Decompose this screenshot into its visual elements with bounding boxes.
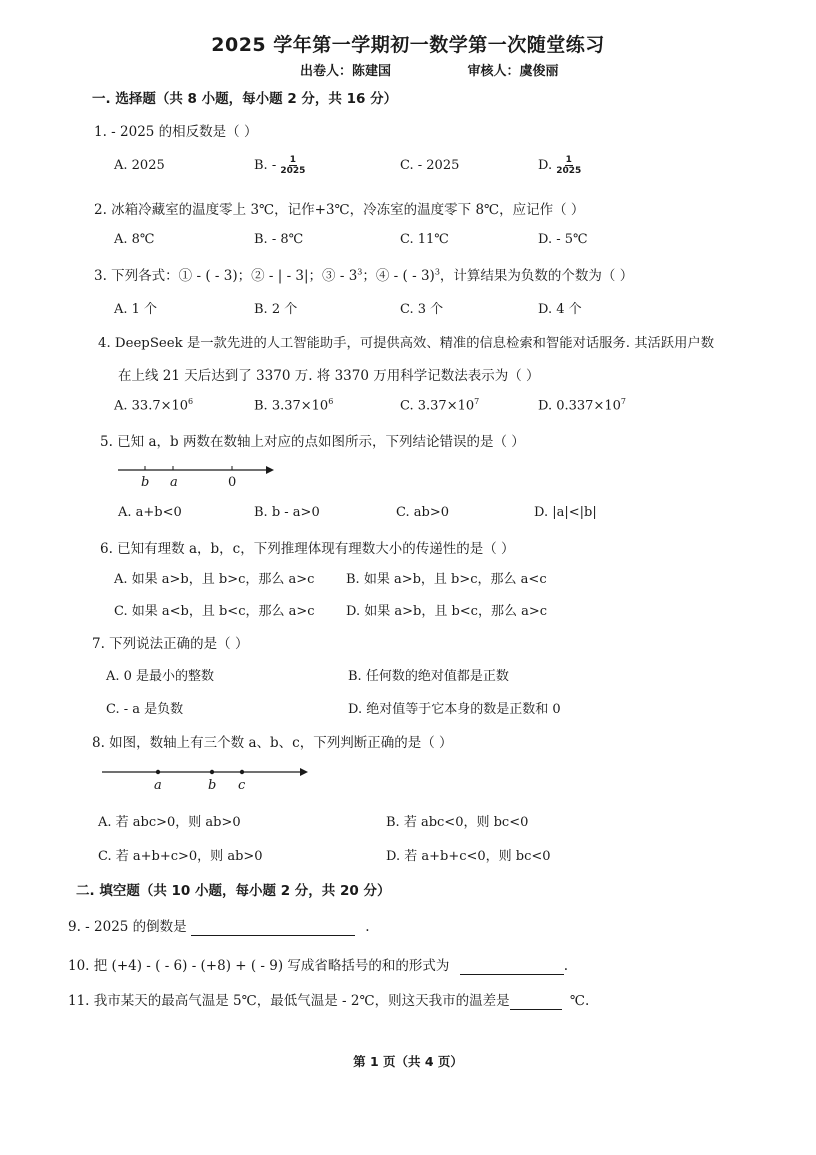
fraction-denominator: 2025 — [556, 166, 582, 176]
question-8-option-a: A. 若 abc>0，则 ab>0 — [98, 815, 241, 830]
exponent: 3 — [357, 267, 363, 277]
question-9-period: . — [365, 919, 370, 935]
answer-blank[interactable] — [191, 919, 355, 936]
question-5-option-c: C. ab>0 — [396, 505, 449, 520]
question-7-stem: 7. 下列说法正确的是（ ） — [92, 636, 249, 652]
option-text: C. 3.37×10 — [400, 398, 475, 414]
question-3-stem-part: 3. 下列各式：① - ( - 3)；② - | - 3|；③ - 3 — [94, 268, 358, 284]
question-9 — [68, 915, 370, 936]
question-7-option-c: C. - a 是负数 — [106, 702, 184, 717]
question-10-period: . — [563, 958, 569, 974]
question-11-unit: ℃. — [569, 993, 590, 1009]
question-4-option-c — [400, 397, 479, 413]
question-4-option-b — [254, 397, 333, 413]
page-number: 第 1 页（共 4 页） — [353, 1054, 463, 1069]
question-1-option-a: A. 2025 — [114, 158, 165, 173]
point-c — [240, 770, 244, 774]
question-6-option-b: B. 如果 a>b，且 b>c，那么 a<c — [346, 572, 547, 587]
exponent: 3 — [434, 267, 440, 277]
question-9-text: 9. - 2025 的倒数是 — [68, 919, 187, 935]
question-5-option-b: B. b - a>0 — [254, 505, 320, 520]
question-3-stem-part: ；④ - ( - 3) — [362, 268, 435, 284]
point-label-a: a — [170, 475, 178, 490]
question-8-option-d: D. 若 a+b+c<0，则 bc<0 — [386, 849, 551, 864]
exponent: 6 — [328, 397, 334, 406]
question-5-option-a: A. a+b<0 — [118, 505, 182, 520]
question-8-stem: 8. 如图，数轴上有三个数 a、b、c，下列判断正确的是（ ） — [92, 735, 453, 751]
point-label-c: c — [238, 778, 246, 793]
arrow-right-icon — [266, 466, 274, 474]
question-1-option-d — [538, 155, 581, 176]
question-3-option-a: A. 1 个 — [114, 302, 158, 317]
exponent: 7 — [474, 397, 480, 406]
question-1-option-b — [254, 155, 305, 176]
author-name: 出卷人：陈建国 — [300, 64, 392, 79]
point-label-a: a — [154, 778, 162, 793]
question-1-stem: 1. - 2025 的相反数是（ ） — [94, 124, 258, 140]
question-11-text: 11. 我市某天的最高气温是 5℃，最低气温是 - 2℃，则这天我市的温差是 — [68, 993, 510, 1009]
question-10-text: 10. 把 (+4) - ( - 6) - (+8) + ( - 9) 写成省略括号的和的形式为 — [68, 958, 450, 974]
question-5-stem: 5. 已知 a，b 两数在数轴上对应的点如图所示，下列结论错误的是（ ） — [100, 434, 525, 450]
author-line — [300, 60, 559, 79]
question-11 — [68, 989, 589, 1010]
question-8-option-b: B. 若 abc<0，则 bc<0 — [386, 815, 529, 830]
page-title: 2025 学年第一学期初一数学第一次随堂练习 — [211, 34, 605, 56]
option-text: A. 33.7×10 — [114, 398, 189, 414]
answer-blank[interactable] — [460, 958, 564, 975]
question-2-option-d: D. - 5℃ — [538, 232, 588, 247]
question-5-option-d: D. |a|<|b| — [534, 505, 597, 520]
question-2-stem: 2. 冰箱冷藏室的温度零上 3℃，记作+3℃，冷冻室的温度零下 8℃，应记作（ ） — [94, 202, 585, 218]
question-7-option-d: D. 绝对值等于它本身的数是正数和 0 — [348, 702, 561, 717]
option-text: B. 3.37×10 — [254, 398, 329, 414]
section-heading-fill: 二. 填空题（共 10 小题，每小题 2 分，共 20 分） — [76, 883, 391, 899]
question-1-option-c: C. - 2025 — [400, 158, 460, 173]
question-3-stem-part: ，计算结果为负数的个数为（ ） — [439, 268, 634, 284]
question-3-stem — [94, 264, 633, 284]
question-2-option-a: A. 8℃ — [114, 232, 155, 247]
fraction-numerator: 1 — [289, 155, 297, 165]
arrow-right-icon — [300, 768, 308, 776]
point-a — [156, 770, 160, 774]
exponent: 6 — [188, 397, 194, 406]
answer-blank[interactable] — [510, 993, 562, 1010]
point-b — [210, 770, 214, 774]
question-3-option-c: C. 3 个 — [400, 302, 444, 317]
question-10 — [68, 954, 568, 975]
point-label-zero: 0 — [228, 475, 237, 490]
exponent: 7 — [620, 397, 626, 406]
question-4-option-d — [538, 397, 626, 413]
question-8-option-c: C. 若 a+b+c>0，则 ab>0 — [98, 849, 263, 864]
fraction-denominator: 2025 — [280, 166, 306, 176]
question-3-option-d: D. 4 个 — [538, 302, 582, 317]
point-label-b: b — [141, 475, 150, 490]
question-6-stem: 6. 已知有理数 a，b，c，下列推理体现有理数大小的传递性的是（ ） — [100, 541, 515, 557]
number-line-q5 — [118, 460, 278, 492]
question-4-option-a — [114, 397, 193, 413]
reviewer-name: 审核人：虞俊丽 — [467, 64, 559, 79]
question-6-option-a: A. 如果 a>b，且 b>c，那么 a>c — [114, 572, 315, 587]
question-3-option-b: B. 2 个 — [254, 302, 298, 317]
question-4-stem-line-1: 4. DeepSeek 是一款先进的人工智能助手，可提供高效、精准的信息检索和智能对话服务. 其活跃用户数 — [98, 336, 714, 351]
fraction-numerator: 1 — [565, 155, 572, 165]
question-7-option-a: A. 0 是最小的整数 — [106, 669, 215, 684]
point-label-b: b — [208, 778, 217, 793]
fraction — [280, 155, 305, 176]
question-6-option-d: D. 如果 a>b，且 b<c，那么 a>c — [346, 604, 548, 619]
option-b-label: B. - — [254, 158, 277, 173]
number-line-q8 — [102, 762, 312, 794]
question-2-option-c: C. 11℃ — [400, 232, 449, 247]
question-7-option-b: B. 任何数的绝对值都是正数 — [348, 669, 509, 684]
question-2-option-b: B. - 8℃ — [254, 232, 304, 247]
option-d-label: D. — [538, 158, 553, 173]
question-4-stem-line-2: 在上线 21 天后达到了 3370 万. 将 3370 万用科学记数法表示为（ ） — [118, 368, 540, 384]
question-6-option-c: C. 如果 a<b，且 b<c，那么 a>c — [114, 604, 315, 619]
section-heading-choice: 一. 选择题（共 8 小题，每小题 2 分，共 16 分） — [92, 91, 398, 107]
option-text: D. 0.337×10 — [538, 398, 621, 414]
fraction — [556, 155, 581, 176]
